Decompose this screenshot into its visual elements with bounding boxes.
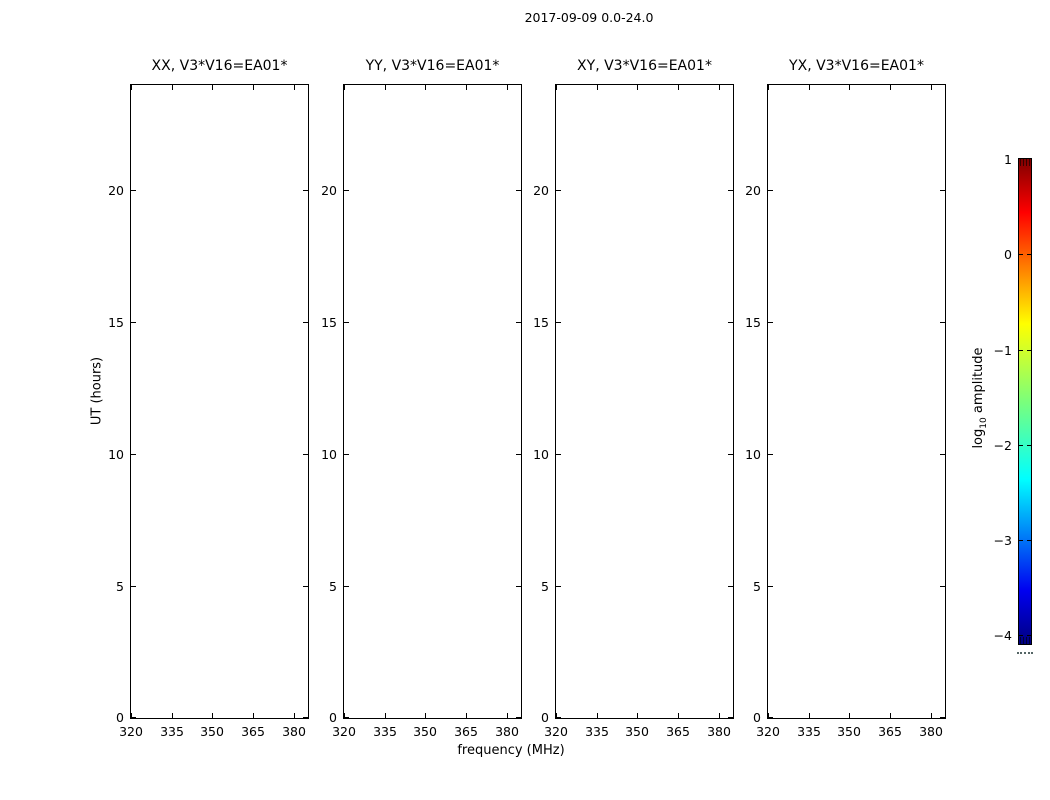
x-tick-mark [253, 85, 254, 90]
y-tick-mark [768, 322, 773, 323]
y-tick-mark [131, 717, 136, 718]
subplot-xx-plot-area [130, 84, 309, 719]
x-tick-mark [678, 713, 679, 718]
x-tick-mark [890, 713, 891, 718]
x-tick-label: 350 [837, 724, 861, 739]
y-tick-label: 0 [116, 710, 124, 725]
y-tick-mark [556, 322, 561, 323]
x-tick-label: 380 [282, 724, 306, 739]
x-tick-mark [678, 85, 679, 90]
y-tick-mark [768, 586, 773, 587]
x-tick-mark [849, 713, 850, 718]
colorbar [971, 152, 1032, 645]
x-tick-mark [507, 713, 508, 718]
x-tick-label: 320 [119, 724, 143, 739]
subplot-xy-title: XY, V3*V16=EA01* [577, 58, 712, 74]
colorbar-tick-label: −3 [993, 533, 1012, 548]
y-tick-label: 10 [533, 447, 549, 462]
x-tick-label: 365 [666, 724, 690, 739]
y-tick-label: 20 [745, 183, 761, 198]
y-tick-label: 15 [108, 315, 124, 330]
x-tick-mark [507, 85, 508, 90]
subplot-yy [321, 58, 522, 739]
y-tick-mark [344, 586, 349, 587]
y-tick-label: 20 [533, 183, 549, 198]
colorbar-tick-mark [1019, 254, 1023, 255]
x-tick-mark [172, 713, 173, 718]
x-tick-mark [212, 85, 213, 90]
x-tick-label: 380 [495, 724, 519, 739]
colorbar-tick-mark [1027, 254, 1031, 255]
x-tick-mark [931, 713, 932, 718]
x-tick-mark [131, 85, 132, 90]
colorbar-tick-label: −2 [993, 438, 1012, 453]
x-tick-mark [385, 713, 386, 718]
x-tick-mark [849, 85, 850, 90]
y-tick-mark [344, 454, 349, 455]
x-tick-mark [597, 85, 598, 90]
x-tick-label: 320 [756, 724, 780, 739]
colorbar-tick-label: 0 [1004, 247, 1012, 262]
x-tick-label: 365 [878, 724, 902, 739]
x-tick-label: 335 [160, 724, 184, 739]
y-tick-mark [556, 190, 561, 191]
colorbar-tick-mark [1027, 445, 1031, 446]
y-tick-label: 0 [753, 710, 761, 725]
y-axis-label: UT (hours) [89, 356, 105, 426]
colorbar-tick-mark [1027, 540, 1031, 541]
subplot-yx-plot-area [767, 84, 946, 719]
x-tick-mark [172, 85, 173, 90]
y-tick-mark [131, 190, 136, 191]
y-tick-mark [344, 322, 349, 323]
figure-title: 2017-09-09 0.0-24.0 [524, 10, 654, 25]
x-tick-label: 380 [707, 724, 731, 739]
x-tick-label: 335 [585, 724, 609, 739]
colorbar-minor-ticks-bottom [1020, 637, 1030, 644]
colorbar-tick-mark [1019, 635, 1023, 636]
x-tick-mark [637, 713, 638, 718]
x-tick-label: 350 [625, 724, 649, 739]
subplot-yx-title: YX, V3*V16=EA01* [789, 58, 924, 74]
x-tick-label: 320 [544, 724, 568, 739]
y-tick-mark [768, 454, 773, 455]
y-tick-mark [344, 190, 349, 191]
y-tick-label: 5 [753, 579, 761, 594]
y-tick-label: 0 [541, 710, 549, 725]
subplot-xy-plot-area [555, 84, 734, 719]
y-tick-label: 5 [329, 579, 337, 594]
x-tick-mark [385, 85, 386, 90]
x-tick-mark [294, 85, 295, 90]
x-tick-mark [212, 713, 213, 718]
subplot-yy-title: YY, V3*V16=EA01* [365, 58, 500, 74]
colorbar-gradient [1018, 158, 1032, 645]
x-tick-mark [637, 85, 638, 90]
x-tick-mark [809, 713, 810, 718]
y-tick-mark [131, 322, 136, 323]
y-tick-label: 5 [116, 579, 124, 594]
y-tick-mark [556, 454, 561, 455]
colorbar-tick-label: −4 [993, 628, 1012, 643]
x-tick-mark [425, 713, 426, 718]
y-tick-mark [556, 586, 561, 587]
colorbar-label-log: log [971, 428, 987, 449]
x-tick-label: 380 [919, 724, 943, 739]
y-tick-label: 5 [541, 579, 549, 594]
x-tick-mark [466, 85, 467, 90]
colorbar-underflow-dots [1017, 652, 1033, 654]
x-tick-label: 350 [413, 724, 437, 739]
x-tick-mark [931, 85, 932, 90]
x-tick-mark [556, 85, 557, 90]
colorbar-tick-mark [1019, 445, 1023, 446]
y-tick-mark [940, 586, 945, 587]
y-tick-label: 15 [533, 315, 549, 330]
x-tick-mark [425, 85, 426, 90]
colorbar-tick-mark [1027, 350, 1031, 351]
y-tick-mark [940, 322, 945, 323]
y-tick-mark [131, 586, 136, 587]
colorbar-minor-ticks-top [1020, 159, 1030, 166]
y-tick-mark [940, 717, 945, 718]
y-tick-label: 20 [108, 183, 124, 198]
y-tick-mark [344, 717, 349, 718]
x-tick-label: 335 [373, 724, 397, 739]
y-tick-mark [131, 454, 136, 455]
x-tick-mark [294, 713, 295, 718]
colorbar-label [971, 347, 989, 448]
y-tick-label: 0 [329, 710, 337, 725]
x-tick-mark [719, 713, 720, 718]
x-tick-label: 365 [454, 724, 478, 739]
y-tick-mark [940, 454, 945, 455]
y-tick-mark [940, 190, 945, 191]
x-tick-label: 350 [200, 724, 224, 739]
y-tick-label: 15 [745, 315, 761, 330]
y-tick-label: 15 [321, 315, 337, 330]
subplot-xy [533, 58, 734, 739]
y-tick-mark [768, 190, 773, 191]
colorbar-label-subscript: 10 [978, 417, 989, 429]
colorbar-tick-label: 1 [1004, 152, 1012, 167]
x-tick-label: 335 [797, 724, 821, 739]
y-tick-label: 10 [321, 447, 337, 462]
y-tick-label: 10 [108, 447, 124, 462]
x-tick-mark [890, 85, 891, 90]
subplot-xx [108, 58, 309, 739]
subplot-yx [745, 58, 946, 739]
y-tick-mark [556, 717, 561, 718]
x-tick-mark [719, 85, 720, 90]
x-tick-mark [597, 713, 598, 718]
x-tick-label: 365 [241, 724, 265, 739]
x-axis-label: frequency (MHz) [457, 743, 565, 758]
x-tick-label: 320 [332, 724, 356, 739]
subplot-xx-title: XX, V3*V16=EA01* [151, 58, 288, 74]
y-tick-label: 10 [745, 447, 761, 462]
y-tick-mark [768, 717, 773, 718]
y-tick-label: 20 [321, 183, 337, 198]
colorbar-tick-label: −1 [993, 343, 1012, 358]
x-tick-mark [768, 85, 769, 90]
x-tick-mark [466, 713, 467, 718]
colorbar-tick-mark [1027, 635, 1031, 636]
x-tick-mark [344, 85, 345, 90]
colorbar-tick-mark [1019, 350, 1023, 351]
x-tick-mark [253, 713, 254, 718]
subplot-yy-plot-area [343, 84, 522, 719]
x-tick-mark [809, 85, 810, 90]
colorbar-label-amplitude: amplitude [971, 347, 987, 418]
colorbar-tick-mark [1019, 540, 1023, 541]
